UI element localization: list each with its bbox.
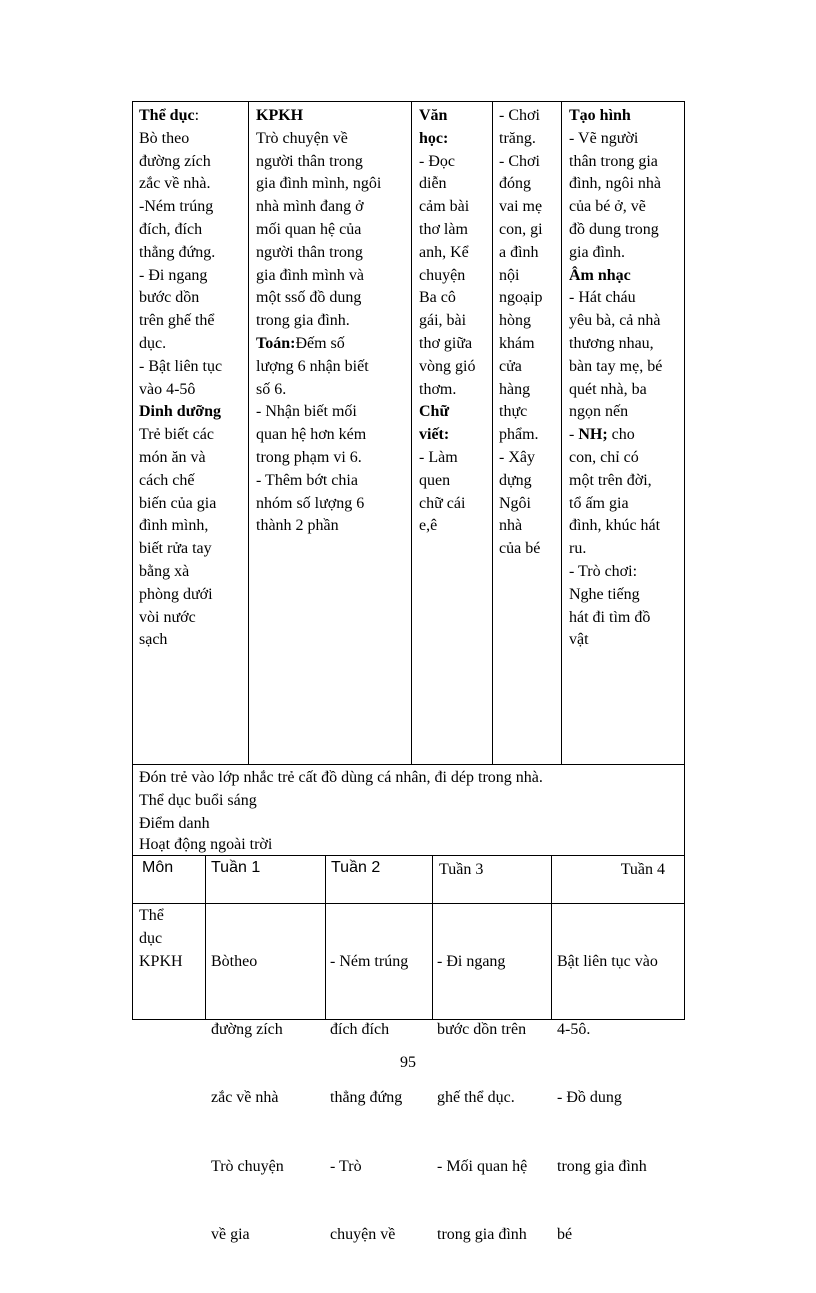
header-mon: Môn xyxy=(142,859,174,876)
text-line: vào 4-5ô xyxy=(139,380,196,398)
text-line: đóng xyxy=(499,175,531,193)
text-line: đích đích xyxy=(330,1020,390,1038)
heading-chu-viet: Chữ xyxy=(419,403,450,421)
text-line: mối quan hệ của xyxy=(256,220,362,238)
text-line: Trò chuyện xyxy=(211,1157,284,1175)
text-line: quét nhà, ba xyxy=(569,380,647,398)
text-line: của bé ở, vẽ xyxy=(569,198,646,216)
text-line: trăng. xyxy=(499,129,536,147)
heading-am-nhac: Âm nhạc xyxy=(569,266,631,284)
text-line: yêu bà, cả nhà xyxy=(569,312,661,330)
col-divider-top-4 xyxy=(561,101,562,764)
heading-van-hoc-2: học: xyxy=(419,129,449,147)
text-line: zắc về nhà xyxy=(211,1089,279,1107)
col-divider-top-1 xyxy=(248,101,249,764)
text-line: cảm bài xyxy=(419,198,470,216)
col-divider-top-2 xyxy=(411,101,412,764)
text-line: trong gia đình xyxy=(557,1157,647,1175)
text-line: ngọn nến xyxy=(569,403,629,421)
cell-vui-choi xyxy=(499,105,561,561)
text-line: hát đi tìm đồ xyxy=(569,608,651,626)
text-line: sạch xyxy=(139,631,168,649)
text-line: - Vẽ người xyxy=(569,129,639,147)
text-line: a đình xyxy=(499,243,539,261)
text-line: 4-5ô. xyxy=(557,1020,591,1038)
text-line: Thể xyxy=(139,907,164,924)
week-col-tuan-4 xyxy=(557,905,683,1293)
text-line: nhà mình đang ở xyxy=(256,198,364,216)
text-line: - Chơi xyxy=(499,107,540,124)
table-border-left xyxy=(132,101,133,1020)
text-line: vòi nước xyxy=(139,608,196,626)
text-line: ngoạip xyxy=(499,289,543,307)
text-line: bước dồn trên xyxy=(437,1020,527,1038)
heading-toan: Toán: xyxy=(256,334,296,352)
text-line: Ba cô xyxy=(419,289,456,307)
text-line: quen xyxy=(419,471,451,489)
row-divider-1 xyxy=(132,764,685,765)
text-line: - Ném trúng xyxy=(330,952,409,970)
text-line: - Trò xyxy=(330,1157,362,1175)
heading-kpkh: KPKH xyxy=(256,107,304,124)
text-line: vòng gió xyxy=(419,357,476,375)
text-line: vai mẹ xyxy=(499,198,543,216)
text-line: - Bật liên tục xyxy=(139,357,223,375)
text-line: thực xyxy=(499,403,528,421)
text-line: nhóm số lượng 6 xyxy=(256,494,365,512)
text-line: phẩm. xyxy=(499,426,539,444)
text-line: đình, ngôi nhà xyxy=(569,175,661,193)
text-line: nội xyxy=(499,266,520,284)
text-line: biết rửa tay xyxy=(139,540,212,558)
text-line: biến của gia xyxy=(139,494,217,512)
heading-tao-hinh: Tạo hình xyxy=(569,107,631,124)
text-line: phòng dưới xyxy=(139,585,213,603)
text-line: ru. xyxy=(569,540,587,558)
text-line: con, gi xyxy=(499,220,543,238)
text-line: gia đình mình và xyxy=(256,266,364,284)
heading-nh: NH; xyxy=(578,426,608,444)
text-line: - Nhận biết mối xyxy=(256,403,357,421)
week-col-tuan-1 xyxy=(211,905,321,1293)
text-line: hàng xyxy=(499,380,531,398)
text-line: dục xyxy=(139,929,163,947)
text-line: Ngôi xyxy=(499,494,531,512)
text-line: gia đình. xyxy=(569,243,625,261)
routine-line: Hoạt động ngoài trời xyxy=(139,836,273,854)
text-line: con, chỉ có xyxy=(569,448,639,466)
col-divider-week-4 xyxy=(551,855,552,1020)
col-divider-top-3 xyxy=(492,101,493,764)
text-line: đường zích xyxy=(211,1020,283,1038)
text-line: thành 2 phần xyxy=(256,517,339,535)
text-line: thơ giữa xyxy=(419,334,473,352)
text-line: - Thêm bớt chia xyxy=(256,471,358,489)
text-line: zắc về nhà. xyxy=(139,175,211,193)
heading-chu-viet-2: viết: xyxy=(419,426,450,444)
text-line: Trò chuyện về xyxy=(256,129,348,147)
text-line: dục. xyxy=(139,334,167,352)
text-line: một ssố đồ dung xyxy=(256,289,362,307)
header-tuan-2: Tuần 2 xyxy=(331,859,381,876)
text-line: - Xây xyxy=(499,448,535,466)
text-line: - Trò chơi: xyxy=(569,562,638,580)
text-line: trên ghế thể xyxy=(139,312,215,330)
header-tuan-4: Tuần 4 xyxy=(620,861,665,878)
routine-line: Đón trẻ vào lớp nhắc trẻ cất đồ dùng cá nhân, đi dép trong nhà. xyxy=(139,769,543,786)
text-line: anh, Kể xyxy=(419,243,469,261)
text-line: - Đi ngang xyxy=(437,952,506,970)
text-line: - Đọc xyxy=(419,152,455,170)
text-line: - Làm xyxy=(419,448,458,466)
text-line: cửa xyxy=(499,357,522,375)
text-line: chuyện về xyxy=(330,1226,396,1244)
page-number: 95 xyxy=(400,1054,416,1071)
text-line: tổ ấm gia xyxy=(569,494,629,512)
text-line: cách chế xyxy=(139,471,195,489)
text-line: chuyện xyxy=(419,266,466,284)
text-line: ghế thể dục. xyxy=(437,1089,515,1107)
text-line: Bòtheo xyxy=(211,952,258,970)
text-line: trong phạm vi 6. xyxy=(256,448,362,466)
text-line: -Ném trúng xyxy=(139,198,214,216)
col-divider-week-3 xyxy=(432,855,433,1020)
text-line: e,ê xyxy=(419,517,438,535)
text-line: đường zích xyxy=(139,152,211,170)
text-line: khám xyxy=(499,334,535,352)
text-line: chữ cái xyxy=(419,494,466,512)
text-line: bước dồn xyxy=(139,289,200,307)
text-line: về gia xyxy=(211,1226,250,1244)
text-line: thẳng đứng xyxy=(330,1089,403,1107)
text-line: Bật liên tục vào xyxy=(557,952,658,970)
text-line: Nghe tiếng xyxy=(569,585,640,603)
routine-line: Điểm danh xyxy=(139,814,210,832)
cell-the-duc: Thể dục: Bò theo đường zích zắc về nhà. -Ném trúng đích, đích thẳng đứng. - Đi ngang bước dồn trên ghế thể dục. - Bật liên tục vào 4-5ô Dinh dưỡng Trẻ biết các món ăn và cách chế biến của gia đình mình, biết rửa tay bằng xà phòng dưới vòi nước sạch xyxy=(139,105,247,652)
text-line: đích, đích xyxy=(139,220,203,238)
week-col-tuan-3 xyxy=(437,905,550,1293)
text-line: vật xyxy=(569,631,589,649)
text-line: - Mối quan hệ xyxy=(437,1157,528,1175)
text-line: trong gia đình. xyxy=(256,312,350,330)
text-line: - Đi ngang xyxy=(139,266,208,284)
col-divider-week-1 xyxy=(205,855,206,1020)
text-line: đình mình, xyxy=(139,517,209,535)
col-divider-week-2 xyxy=(325,855,326,1020)
text-line: thân trong gia xyxy=(569,152,658,170)
text-line: đình, khúc hát xyxy=(569,517,661,535)
week-col-tuan-2 xyxy=(330,905,431,1293)
text-line: thẳng đứng. xyxy=(139,243,216,261)
text-line: một trên đời, xyxy=(569,471,652,489)
header-tuan-3: Tuần 3 xyxy=(439,861,484,878)
text-line: bàn tay mẹ, bé xyxy=(569,357,663,375)
heading-van-hoc: Văn xyxy=(419,107,448,124)
cell-kpkh: KPKH Trò chuyện về người thân trong gia đình mình, ngôi nhà mình đang ở mối quan hệ của người thân trong gia đình mình và một ssố đồ dung trong gia đình. Toán:Đếm số lượng 6 nhận biết số 6. - Nhận biết mối quan hệ hơn kém trong phạm vi 6. - Thêm bớt chia nhóm số lượng 6 thành 2 phần xyxy=(256,105,410,538)
text-line: lượng 6 nhận biết xyxy=(256,357,369,375)
cell-routine xyxy=(139,767,679,855)
heading-the-duc: Thể dục xyxy=(139,107,195,124)
text-line: Trẻ biết các xyxy=(139,426,214,444)
cell-tao-hinh: Tạo hình - Vẽ người thân trong gia đình, ngôi nhà của bé ở, vẽ đồ dung trong gia đình. Âm nhạc - Hát cháu yêu bà, cả nhà thương nhau, bàn tay mẹ, bé quét nhà, ba ngọn nến - NH; cho con, chỉ có một trên đời, tổ ấm gia đình, khúc hát ru. - Trò chơi: Nghe tiếng hát đi tìm đồ vật xyxy=(569,105,684,652)
text-line: món ăn và xyxy=(139,448,206,466)
text-line: KPKH xyxy=(139,952,183,970)
text-line: trong gia đình xyxy=(437,1226,527,1244)
week-col-mon xyxy=(139,905,203,973)
text-line: hòng xyxy=(499,312,531,330)
text-line: của bé xyxy=(499,540,541,558)
table-border-right xyxy=(684,101,685,1020)
table-border-top xyxy=(132,101,685,102)
cell-van-hoc xyxy=(419,105,491,538)
text-line: thương nhau, xyxy=(569,334,654,352)
text-line: dựng xyxy=(499,471,532,489)
text-line: người thân trong xyxy=(256,243,363,261)
text-line: thơm. xyxy=(419,380,457,398)
text-line: gia đình mình, ngôi xyxy=(256,175,382,193)
text-line: số 6. xyxy=(256,380,287,398)
heading-dinh-duong: Dinh dưỡng xyxy=(139,403,222,421)
text-line: Bò theo xyxy=(139,129,190,147)
text-line: thơ làm xyxy=(419,220,468,238)
text-line: gái, bài xyxy=(419,312,467,330)
text-line: diễn xyxy=(419,175,447,193)
header-tuan-1: Tuần 1 xyxy=(211,859,261,876)
row-divider-3 xyxy=(132,903,685,904)
text-line: quan hệ hơn kém xyxy=(256,426,367,444)
text-line: người thân trong xyxy=(256,152,363,170)
text-line: đồ dung trong xyxy=(569,220,659,238)
text-line: nhà xyxy=(499,517,523,535)
text-line: - Hát cháu xyxy=(569,289,636,307)
text-line: - Đồ dung xyxy=(557,1089,622,1107)
text-line: bé xyxy=(557,1226,573,1244)
text-line: - Chơi xyxy=(499,152,540,170)
text-line: bằng xà xyxy=(139,562,190,580)
routine-line: Thể dục buổi sáng xyxy=(139,791,257,809)
